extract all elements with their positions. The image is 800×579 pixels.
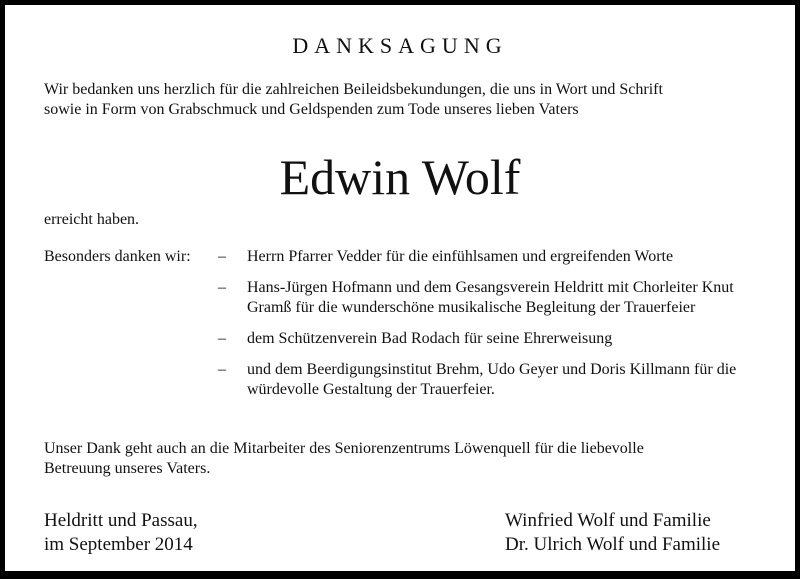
closing-text: [44, 439, 764, 479]
intro-line: Wir bedanken uns herzlich für die zahlreichen Beileidsbekundungen, die uns in Wort und Schrift: [44, 81, 663, 98]
dash-bullet: –: [218, 279, 226, 296]
thanks-list: [218, 247, 778, 411]
date: im September 2014: [44, 534, 193, 555]
closing-line: Unser Dank geht auch an die Mitarbeiter des Seniorenzentrums Löwenquell für die liebevolle: [44, 440, 644, 457]
thanks-label: Besonders danken wir:: [44, 248, 191, 265]
thanks-text: Hans-Jürgen Hofmann und dem Gesangsverein Heldritt mit Chorleiter Knut Gramß für die wunderschöne musikalische Begleitung der Trauerfeier: [247, 279, 734, 316]
signatures: [505, 509, 775, 557]
intro-text: [44, 80, 764, 120]
place: Heldritt und Passau,: [44, 510, 198, 531]
signature-line: Dr. Ulrich Wolf und Familie: [505, 534, 721, 555]
place-date: [44, 509, 198, 557]
thanks-text: Herrn Pfarrer Vedder für die einfühlsamen und ergreifenden Worte: [247, 248, 674, 265]
intro-line: sowie in Form von Grabschmuck und Geldspenden zum Tode unseres lieben Vaters: [44, 101, 579, 118]
list-item: [218, 329, 778, 349]
reached-text: erreicht haben.: [44, 211, 140, 228]
list-item: [218, 360, 778, 400]
closing-line: Betreuung unseres Vaters.: [44, 460, 211, 477]
deceased-name: Edwin Wolf: [279, 149, 521, 205]
notice-heading: DANKSAGUNG: [292, 33, 508, 58]
signature-line: Winfried Wolf und Familie: [505, 510, 711, 531]
list-item: [218, 247, 778, 267]
thanks-text: dem Schützenverein Bad Rodach für seine Ehrerweisung: [247, 330, 613, 347]
list-item: [218, 278, 778, 318]
dash-bullet: –: [218, 248, 226, 265]
dash-bullet: –: [218, 330, 226, 347]
thanks-text: und dem Beerdigungsinstitut Brehm, Udo Geyer und Doris Killmann für die würdevolle Gestaltung der Trauerfeier.: [247, 361, 737, 398]
dash-bullet: –: [218, 361, 226, 378]
